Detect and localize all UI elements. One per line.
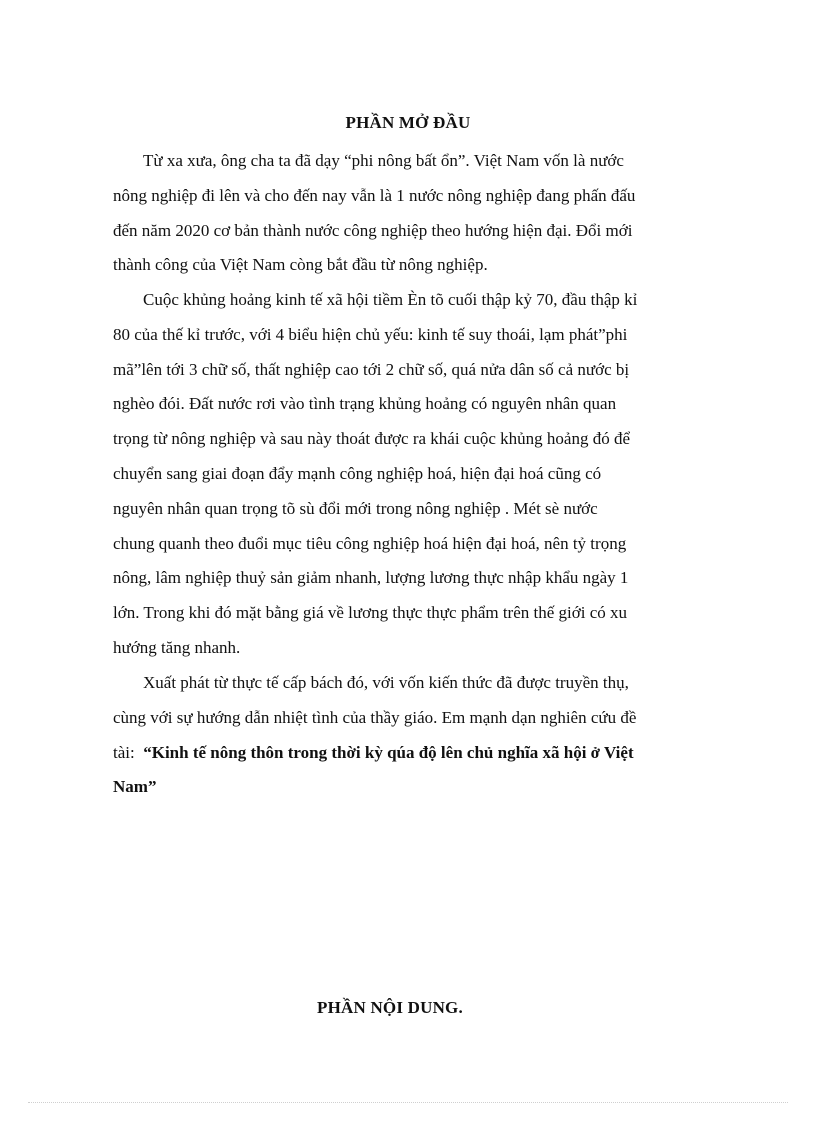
paragraph-1: [113, 144, 693, 283]
paragraph-line: chung quanh theo đuổi mục tiêu công nghiệp hoá hiện đại hoá, nên tỷ trọng: [113, 533, 627, 553]
paragraph-line: lớn. Trong khi đó mặt bằng giá về lương thực thực phẩm trên thế giới có xu: [113, 603, 628, 623]
content-heading: PHẦN NỘI DUNG.: [317, 998, 463, 1017]
paragraph-line: cùng với sự hướng dẫn nhiệt tình của thầy giáo. Em mạnh dạn nghiên cứu đề: [113, 707, 637, 727]
footer-divider: [28, 1102, 788, 1103]
paragraph-3: [113, 666, 693, 805]
paragraph-line: chuyển sang giai đoạn đẩy mạnh công nghiệp hoá, hiện đại hoá cũng có: [113, 463, 602, 483]
topic-title: “Kinh tế nông thôn trong thời kỳ qúa độ lên chủ nghĩa xã hội ở Việt: [143, 742, 634, 762]
intro-heading: PHẦN MỞ ĐẦU: [345, 113, 471, 132]
topic-prefix: tài:: [113, 742, 144, 762]
paragraph-line: đến năm 2020 cơ bản thành nước công nghiệp theo hướng hiện đại. Đổi mới: [113, 220, 633, 240]
paragraph-line: nguyên nhân quan trọng tõ sù đổi mới trong nông nghiệp . Mét sè nước: [113, 498, 598, 518]
paragraph-line: mã”lên tới 3 chữ số, thất nghiệp cao tới 2 chữ số, quá nửa dân số cả nước bị: [113, 359, 630, 379]
paragraph-line: Cuộc khủng hoảng kinh tế xã hội tiềm Èn tõ cuối thập kỷ 70, đầu thập kỉ: [143, 290, 638, 309]
paragraph-line: nông nghiệp đi lên và cho đến nay vẫn là 1 nước nông nghiệp đang phấn đấu: [113, 185, 636, 205]
paragraph-line: thành công của Việt Nam còng bắt đầu từ nông nghiệp.: [113, 255, 488, 275]
paragraph-line: Xuất phát từ thực tế cấp bách đó, với vốn kiến thức đã được truyền thụ,: [143, 673, 629, 692]
paragraph-line: hướng tăng nhanh.: [113, 637, 241, 657]
paragraph-line: trọng từ nông nghiệp và sau này thoát được ra khái cuộc khủng hoảng đó để: [113, 429, 630, 449]
paragraph-2: [113, 283, 693, 666]
paragraph-line: 80 của thế kỉ trước, với 4 biểu hiện chủ yếu: kinh tế suy thoái, lạm phát”phi: [113, 324, 628, 344]
paragraph-line: nông, lâm nghiệp thuỷ sản giảm nhanh, lượng lương thực nhập khẩu ngày 1: [113, 568, 629, 588]
topic-title-continued: Nam”: [113, 777, 157, 797]
paragraph-line: Từ xa xưa, ông cha ta đã dạy “phi nông bất ổn”. Việt Nam vốn là nước: [143, 151, 624, 170]
paragraph-line: nghèo đói. Đất nước rơi vào tình trạng khủng hoảng có nguyên nhân quan: [113, 394, 617, 414]
topic-line: [113, 736, 693, 771]
